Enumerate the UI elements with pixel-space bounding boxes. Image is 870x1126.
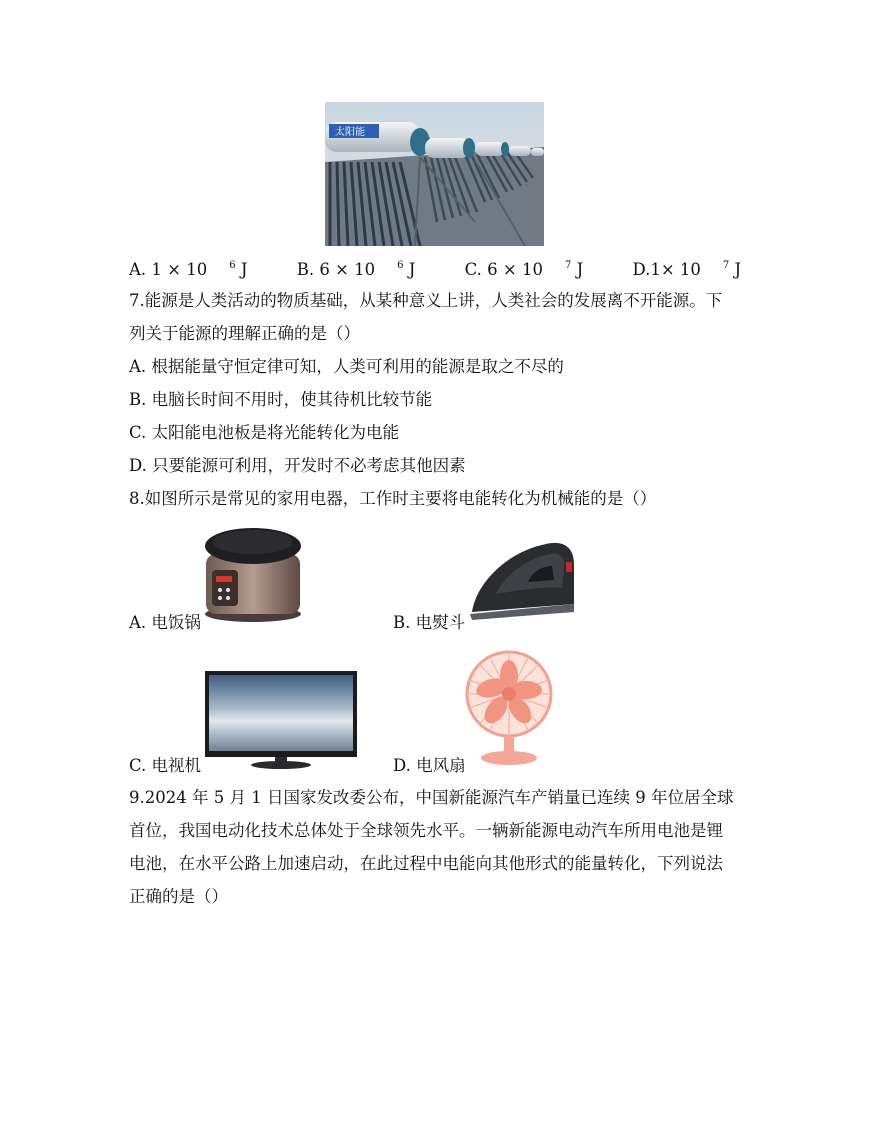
q6-option-c-unit: J (571, 260, 584, 279)
q6-option-d-exp: 7 (722, 260, 730, 271)
q6-option-b-unit: J (403, 260, 416, 279)
q6-option-c-value: C. 6 × 10 (464, 260, 543, 279)
q6-option-b-value: B. 6 × 10 (296, 260, 376, 279)
q9-stem-line-2: 首位，我国电动化技术总体处于全球领先水平。一辆新能源电动汽车所用电池是锂 (129, 821, 723, 840)
q6-option-b[interactable] (297, 260, 438, 279)
q8-option-a[interactable]: A. 电饭锅 (129, 613, 201, 632)
q6-option-c-exp: 7 (564, 260, 572, 271)
q7-option-a[interactable]: A. 根据能量守恒定律可知，人类可利用的能源是取之不尽的 (129, 357, 564, 376)
q7-stem-line-2: 列关于能源的理解正确的是（） (129, 324, 360, 343)
q7-option-d[interactable]: D. 只要能源可利用，开发时不必考虑其他因素 (129, 456, 466, 475)
tank-logo-text: 太阳能 (335, 127, 365, 138)
q8-option-b[interactable]: B. 电熨斗 (393, 613, 466, 632)
q6-options (129, 259, 785, 281)
q6-option-b-exp: 6 (397, 260, 404, 271)
tv-icon (205, 671, 357, 771)
rice-cooker-icon (200, 524, 306, 624)
q6-option-d-value: D.1× 10 (632, 260, 701, 279)
q7-option-c[interactable]: C. 太阳能电池板是将光能转化为电能 (129, 423, 400, 442)
q6-option-d[interactable] (632, 260, 763, 279)
q6-option-d-unit: J (729, 260, 742, 279)
iron-icon (466, 534, 578, 622)
q7-option-b[interactable]: B. 电脑长时间不用时，使其待机比较节能 (129, 390, 433, 409)
q6-option-a-unit: J (235, 260, 248, 279)
q8-option-d[interactable]: D. 电风扇 (393, 756, 466, 775)
q6-option-a-value: A. 1 × 10 (129, 260, 208, 279)
q6-option-c[interactable] (465, 260, 606, 279)
q9-stem-line-4: 正确的是（） (129, 887, 228, 906)
q9-stem-line-1: 9.2024 年 5 月 1 日国家发改委公布，中国新能源汽车产销量已连续 9 年位居全球 (129, 788, 734, 807)
q8-stem: 8.如图所示是常见的家用电器，工作时主要将电能转化为机械能的是（） (129, 489, 657, 508)
q6-option-a-exp: 6 (229, 260, 236, 271)
q9-stem-line-3: 电池，在水平公路上加速启动，在此过程中电能向其他形式的能量转化，下列说法 (129, 854, 723, 873)
q7-stem-line-1: 7.能源是人类活动的物质基础，从某种意义上讲，人类社会的发展离不开能源。下 (129, 291, 723, 310)
q8-option-c[interactable]: C. 电视机 (129, 756, 202, 775)
solar-water-heater-image (325, 102, 544, 246)
q6-option-a[interactable] (129, 260, 269, 279)
fan-icon (464, 650, 554, 766)
